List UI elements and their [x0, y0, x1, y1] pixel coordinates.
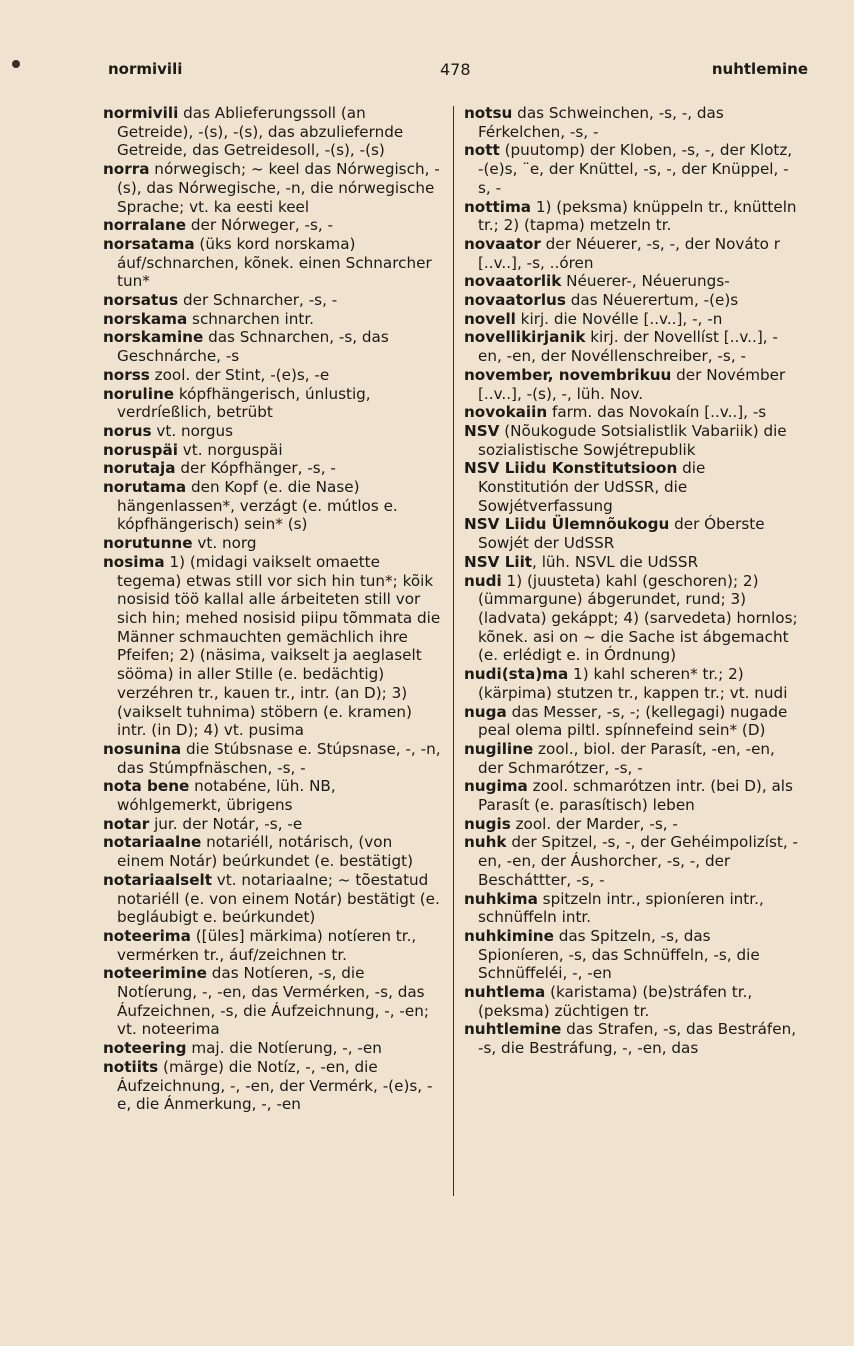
entry-headword: nota bene: [103, 777, 190, 796]
page-number: 478: [440, 60, 471, 79]
dictionary-entry: [464, 740, 800, 777]
entry-definition: maj. die Notíerung, -, -en: [186, 1039, 382, 1058]
entry-headword: NSV Liit: [464, 552, 533, 571]
entry-definition: der Spitzel, -s, -, der Gehéimpolizíst, -en, -en, der Áushorcher, -s, -, der Bescháttter, -s, -: [478, 833, 798, 889]
entry-definition: das Strafen, -s, das Bestráfen, -s, die Bestráfung, -, -en, das: [478, 1020, 797, 1058]
entry-definition: die Stúbsnase e. Stúpsnase, -, -n, das Stúmpfnäschen, -s, -: [117, 739, 441, 777]
entry-definition: das Néuerertum, -(e)s: [565, 291, 739, 310]
entry-definition: farm. das Novokaín [..v..], -s: [547, 403, 767, 422]
entry-headword: NSV Liidu Konstitutsioon: [464, 459, 678, 478]
dictionary-entry: [103, 478, 441, 534]
entry-definition: 1) (midagi vaikselt omaette tegema) etwas still vor sich hin tun*; kõik nosisid töö kallal alle árbeiteten still vor sich hin; mehed nosisid piipu tõmmata die Männer schmauchten gemächlich ihre Pfeifen; 2) (näsima, vaikselt ja aeglaselt sööma) in aller Stille (e. bedächtig) verzéhren tr., kauen tr., intr. (an D); 3) (vaikselt tuhnima) stöbern (e. kramen) intr. (in D); 4) vt. pusima: [117, 552, 441, 740]
dictionary-entry: [103, 366, 441, 385]
dictionary-entry: [464, 927, 800, 983]
entry-definition: der Kópfhänger, -s, -: [175, 459, 336, 478]
dictionary-entry: [464, 983, 800, 1020]
entry-definition: (üks kord norskama) áuf/schnarchen, kõnek. einen Schnarcher tun*: [117, 234, 432, 291]
entry-definition: 1) kahl scheren* tr.; 2) (kärpima) stutzen tr., kappen tr.; vt. nudi: [478, 665, 788, 702]
dictionary-entry: [464, 104, 800, 141]
entry-definition: 1) (juusteta) kahl (geschoren); 2) (ümmargune) ábgerundet, rund; 3) (ladvata) gekáppt; 4) (sarvedeta) hornlos; kõnek. asi on ~ die Sache ist ábgemacht (e. erlédigt e. in Órdnung): [478, 571, 798, 665]
entry-definition: das Notíeren, -s, die Notíerung, -, -en, das Vermérken, -s, das Áufzeichnen, -s, die Áufzeichnung, -, -en; vt. noteerima: [117, 964, 429, 1039]
entry-headword: nugima: [464, 777, 528, 796]
entry-headword: noruline: [103, 384, 175, 403]
dictionary-entry: [103, 422, 441, 441]
dictionary-entry: [464, 310, 800, 329]
dictionary-entry: [464, 366, 800, 403]
dictionary-entry: [103, 1039, 441, 1058]
entry-headword: nuhkima: [464, 889, 538, 908]
entry-headword: novaatorlus: [464, 291, 566, 310]
header-right-guideword: nuhtlemine: [711, 60, 808, 78]
dictionary-entry: [103, 1058, 441, 1114]
entry-definition: der Novémber [..v..], -(s), -, lüh. Nov.: [478, 365, 786, 403]
entry-headword: november, novembrikuu: [464, 365, 672, 384]
entry-headword: norsatama: [103, 234, 195, 253]
entry-headword: notiits: [103, 1057, 159, 1076]
entry-headword: noteerimine: [103, 964, 207, 983]
dictionary-entry: [464, 198, 800, 235]
left-column: [103, 104, 441, 1114]
entry-headword: nuhkimine: [464, 926, 554, 945]
entry-definition: zool. schmarótzen intr. (bei D), als Parasít (e. parasítisch) leben: [478, 777, 793, 815]
entry-definition: (märge) die Notíz, -, -en, die Áufzeichnung, -, -en, der Vermérk, -(e)s, -e, die Ánmerkung, -, -en: [117, 1057, 433, 1114]
dictionary-entry: [103, 104, 441, 160]
entry-definition: spitzeln intr., spioníeren intr., schnüffeln intr.: [478, 889, 764, 927]
entry-definition: vt. norguspäi: [177, 440, 283, 459]
dictionary-entry: [103, 310, 441, 329]
entry-headword: nottima: [464, 197, 532, 216]
dictionary-entry: [464, 890, 800, 927]
entry-headword: novaatorlik: [464, 272, 562, 291]
entry-definition: zool. der Marder, -s, -: [510, 814, 678, 833]
dictionary-entry: [103, 235, 441, 291]
entry-headword: noteering: [103, 1039, 187, 1058]
entry-definition: das Schnarchen, -s, das Geschnárche, -s: [117, 328, 389, 366]
dictionary-entry: [103, 815, 441, 834]
header-left-guideword: normivili: [108, 60, 183, 78]
dictionary-entry: [103, 964, 441, 1039]
entry-headword: noteerima: [103, 926, 191, 945]
right-column: [464, 104, 800, 1058]
entry-definition: der Óberste Sowjét der UdSSR: [478, 515, 765, 553]
dictionary-entry: [103, 160, 441, 216]
dictionary-entry: [103, 833, 441, 870]
dictionary-entry: [464, 141, 800, 197]
entry-headword: novaator: [464, 234, 541, 253]
entry-headword: notar: [103, 814, 150, 833]
dictionary-entry: [464, 833, 800, 889]
dictionary-entry: [103, 740, 441, 777]
entry-definition: das Ablieferungssoll (an Getreide), -(s), -(s), das abzuliefernde Getreide, das Getreidesoll, -(s), -(s): [117, 104, 404, 160]
dictionary-entry: [464, 572, 800, 666]
dictionary-entry: [103, 385, 441, 422]
entry-headword: notariaalselt: [103, 870, 212, 889]
entry-definition: ([üles] märkima) notíeren tr., vermérken tr., áuf/zeichnen tr.: [117, 926, 417, 964]
dictionary-entry: [103, 553, 441, 740]
entry-definition: (Nõukogude Sotsialistlik Vabariik) die sozialistische Sowjétrepublik: [478, 421, 787, 459]
entry-definition: vt. notariaalne; ~ tõestatud notariéll (e. von einem Notár) bestätigt (e. begláubigt e. beúrkundet): [117, 870, 440, 927]
entry-definition: Néuerer-, Néuerungs-: [561, 272, 730, 291]
entry-headword: novellikirjanik: [464, 328, 586, 347]
entry-definition: das Messer, -s, -; (kellegagi) nugade peal olema piltl. spínnefeind sein* (D): [478, 702, 788, 740]
dictionary-entry: [464, 1020, 800, 1057]
dictionary-entry: [464, 703, 800, 740]
entry-headword: norutunne: [103, 534, 193, 553]
entry-definition: zool., biol. der Parasít, -en, -en, der Schmarótzer, -s, -: [478, 739, 775, 777]
entry-headword: norutaja: [103, 459, 176, 478]
entry-definition: vt. norg: [192, 534, 257, 553]
entry-definition: (karistama) (be)stráfen tr., (peksma) züchtigen tr.: [478, 983, 753, 1020]
entry-definition: notariéll, notárisch, (von einem Notár) beúrkundet (e. bestätigt): [117, 833, 414, 871]
entry-headword: nuhtlema: [464, 983, 546, 1002]
dictionary-entry: [464, 328, 800, 365]
entry-definition: das Schweinchen, -s, -, das Férkelchen, -s, -: [478, 104, 724, 141]
entry-headword: norskama: [103, 309, 188, 328]
entry-headword: norskamine: [103, 328, 204, 347]
entry-headword: novell: [464, 309, 516, 328]
entry-definition: jur. der Notár, -s, -e: [149, 814, 303, 833]
entry-headword: nott: [464, 141, 500, 160]
entry-definition: der Néuerer, -s, -, der Nováto r [..v..], -s, ..óren: [478, 234, 781, 272]
dictionary-entry: [464, 553, 800, 572]
dictionary-entry: [464, 291, 800, 310]
entry-definition: den Kopf (e. die Nase) hängenlassen*, verzágt (e. mútlos e. kópfhängerisch) sein* (s): [117, 478, 398, 534]
dictionary-entry: [464, 665, 800, 702]
dictionary-entry: [464, 272, 800, 291]
entry-definition: kópfhängerisch, únlustig, verdríeßlich, betrübt: [117, 384, 371, 422]
entry-headword: nosima: [103, 552, 165, 571]
entry-definition: kirj. die Novélle [..v..], -, -n: [515, 309, 723, 328]
entry-definition: schnarchen intr.: [187, 309, 315, 328]
entry-headword: nuga: [464, 702, 507, 721]
dictionary-entry: [103, 777, 441, 814]
dictionary-entry: [103, 441, 441, 460]
dictionary-entry: [103, 459, 441, 478]
dictionary-entry: [103, 216, 441, 235]
dictionary-entry: [103, 927, 441, 964]
entry-definition: der Nórweger, -s, -: [186, 216, 334, 235]
entry-headword: nudi: [464, 571, 502, 590]
entry-definition: der Schnarcher, -s, -: [178, 291, 338, 310]
entry-headword: nosunina: [103, 739, 182, 758]
entry-definition: 1) (peksma) knüppeln tr., knütteln tr.; 2) (tapma) metzeln tr.: [478, 197, 797, 235]
dictionary-entry: [103, 871, 441, 927]
entry-definition: (puutomp) der Kloben, -s, -, der Klotz, -(e)s, ¨e, der Knüttel, -s, -, der Knüppel, -s, -: [478, 141, 793, 197]
dictionary-entry: [464, 459, 800, 515]
entry-headword: notariaalne: [103, 833, 202, 852]
page-header: [108, 60, 808, 84]
dictionary-entry: [103, 328, 441, 365]
entry-definition: das Spitzeln, -s, das Spioníeren, -s, das Schnüffeln, -s, die Schnüffeléi, -, -en: [478, 926, 760, 983]
entry-headword: NSV Liidu Ülemnõukogu: [464, 515, 670, 534]
dictionary-entry: [103, 534, 441, 553]
dictionary-entry: [464, 777, 800, 814]
margin-dot: [12, 60, 20, 68]
entry-headword: novokaiin: [464, 403, 548, 422]
entry-definition: kirj. der Novellíst [..v..], -en, -en, der Novéllenschreiber, -s, -: [478, 328, 778, 366]
dictionary-entry: [464, 815, 800, 834]
entry-headword: noruspäi: [103, 440, 178, 459]
dictionary-entry: [464, 403, 800, 422]
entry-headword: norss: [103, 365, 150, 384]
entry-headword: notsu: [464, 104, 513, 122]
entry-headword: norus: [103, 421, 152, 440]
entry-definition: die Konstitutión der UdSSR, die Sowjétverfassung: [478, 459, 706, 515]
column-divider: [453, 106, 454, 1196]
entry-definition: vt. norgus: [151, 421, 234, 440]
dictionary-entry: [464, 515, 800, 552]
entry-headword: norsatus: [103, 291, 179, 310]
entry-definition: notabéne, lüh. NB, wóhlgemerkt, übrigens: [117, 777, 336, 815]
entry-headword: NSV: [464, 421, 500, 440]
entry-headword: norutama: [103, 478, 187, 497]
entry-headword: nudi(sta)ma: [464, 665, 569, 684]
dictionary-entry: [464, 422, 800, 459]
entry-definition: nórwegisch; ~ keel das Nórwegisch, -(s), das Nórwegische, -n, die nórwegische Sprache; vt. ka eesti keel: [117, 160, 440, 216]
dictionary-entry: [103, 291, 441, 310]
entry-definition: zool. der Stint, -(e)s, -e: [149, 365, 330, 384]
entry-headword: norralane: [103, 216, 187, 235]
entry-headword: nuhtlemine: [464, 1020, 562, 1039]
entry-definition: , lüh. NSVL die UdSSR: [532, 552, 699, 571]
dictionary-entry: [464, 235, 800, 272]
entry-headword: normivili: [103, 104, 179, 122]
entry-headword: nuhk: [464, 833, 507, 852]
entry-headword: nugiline: [464, 739, 534, 758]
entry-headword: nugis: [464, 814, 511, 833]
entry-headword: norra: [103, 160, 150, 179]
